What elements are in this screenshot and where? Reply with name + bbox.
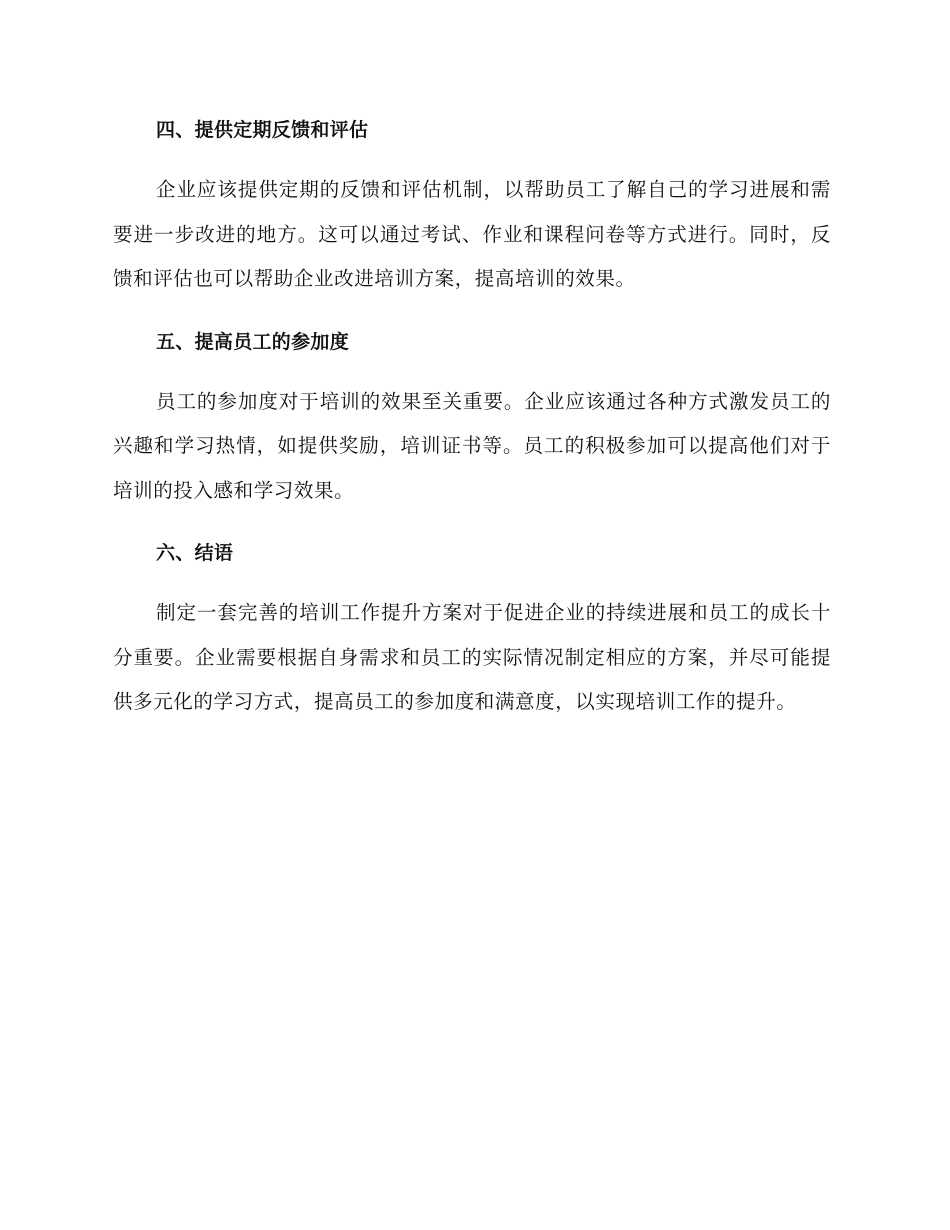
section-heading-conclusion: 六、结语 bbox=[156, 542, 234, 564]
section-paragraph-feedback: 企业应该提供定期的反馈和评估机制，以帮助员工了解自己的学习进展和需要进一步改进的地方。这可以通过考试、作业和课程问卷等方式进行。同时，反馈和评估也可以帮助企业改进培训方案，提高培训的效果。 bbox=[113, 178, 831, 290]
section-paragraph-conclusion: 制定一套完善的培训工作提升方案对于促进企业的持续进展和员工的成长十分重要。企业需要根据自身需求和员工的实际情况制定相应的方案，并尽可能提供多元化的学习方式，提高员工的参加度和满意度，以实现培训工作的提升。 bbox=[113, 601, 831, 713]
section-heading-feedback: 四、提供定期反馈和评估 bbox=[156, 119, 369, 141]
document-body bbox=[113, 112, 831, 725]
section-heading-participation: 五、提高员工的参加度 bbox=[156, 330, 350, 353]
section-paragraph-participation: 员工的参加度对于培训的效果至关重要。企业应该通过各种方式激发员工的兴趣和学习热情，如提供奖励，培训证书等。员工的积极参加可以提高他们对于培训的投入感和学习效果。 bbox=[113, 389, 831, 502]
